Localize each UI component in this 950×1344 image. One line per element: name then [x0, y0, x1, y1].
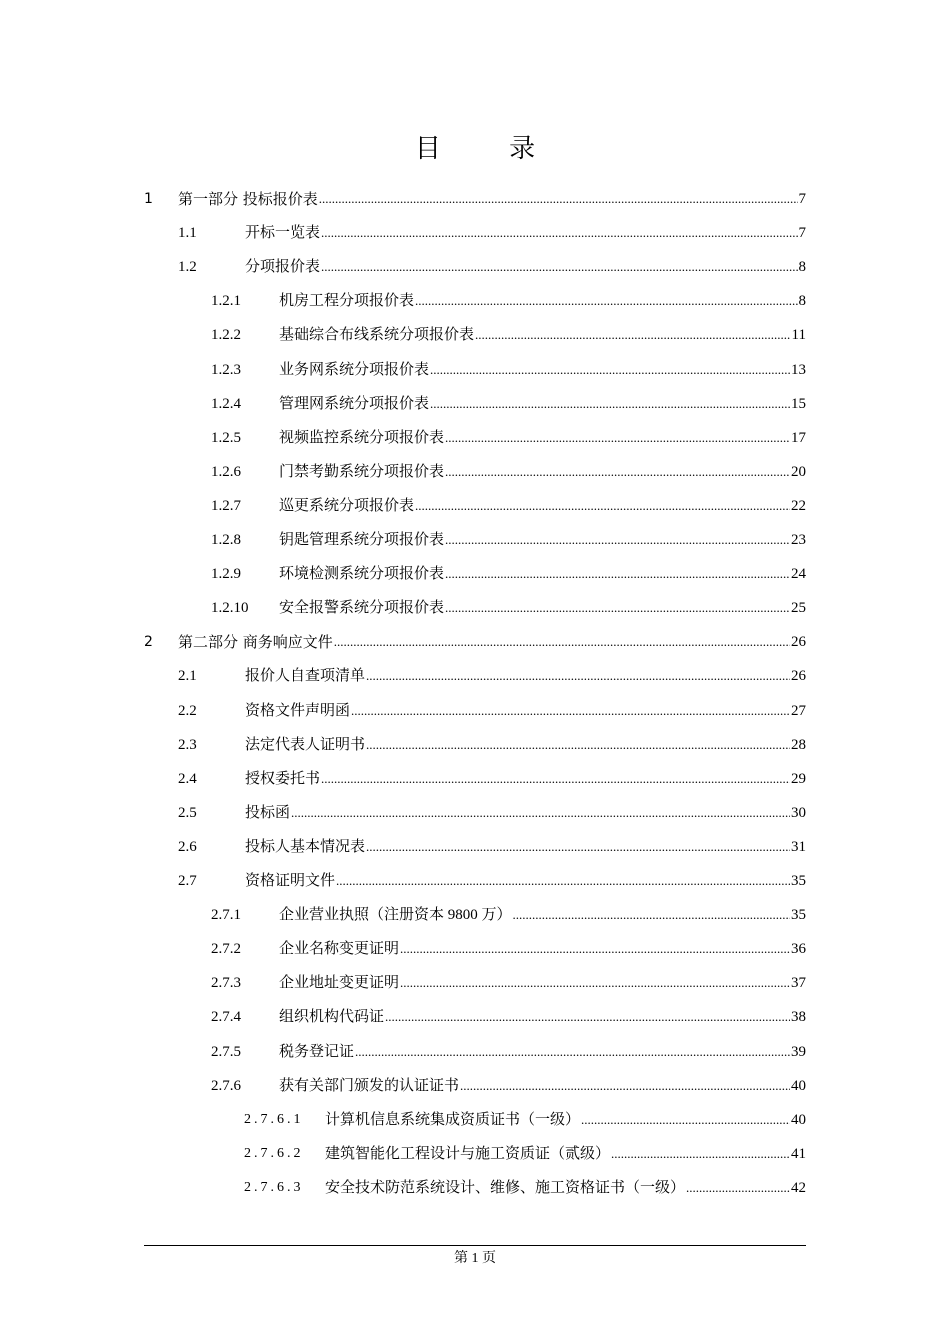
toc-dot-leader: [445, 421, 790, 455]
toc-entry[interactable]: [211, 966, 806, 1000]
toc-entry-title: 第一部分 投标报价表: [178, 190, 318, 208]
toc-entry-page: 13: [791, 361, 806, 378]
toc-entry-title: 巡更系统分项报价表: [279, 497, 415, 514]
toc-entry-number: 2.7.6: [211, 1077, 241, 1094]
toc-entry-page: 7: [798, 191, 806, 207]
page-footer: 第 1 页: [454, 1251, 496, 1266]
toc-entry[interactable]: [211, 557, 806, 591]
toc-entry-page: 27: [791, 702, 806, 719]
toc-dot-leader: [415, 489, 790, 523]
toc-dot-leader: [430, 353, 790, 387]
toc-entry-number: 2.1: [178, 668, 197, 685]
toc-entry-page: 29: [791, 770, 806, 787]
toc-entry-number: 2.2: [178, 702, 197, 719]
toc-entry-number: 1.2.10: [211, 600, 249, 617]
toc-entry-number: 2.7.5: [211, 1043, 241, 1060]
toc-entry-number: 1.2.3: [211, 361, 241, 378]
toc-entry-page: 37: [791, 975, 806, 992]
toc-dot-leader: [366, 728, 790, 762]
toc-entry-title: 建筑智能化工程设计与施工资质证（贰级）: [325, 1145, 611, 1162]
toc-entry-title: 钥匙管理系统分项报价表: [279, 532, 445, 548]
toc-entry-title: 资格证明文件: [245, 873, 336, 889]
toc-entry-title: 第二部分 商务响应文件: [178, 633, 333, 652]
toc-entry-page: 25: [791, 600, 806, 617]
toc-entry-title: 机房工程分项报价表: [279, 293, 415, 310]
toc-entry-title: 开标一览表: [245, 225, 321, 242]
toc-entry-title: 组织机构代码证: [279, 1009, 385, 1026]
toc-dot-leader: [445, 591, 790, 625]
toc-entry[interactable]: [211, 1069, 806, 1103]
toc-entry-number: 2.7.3: [211, 975, 241, 992]
toc-entry-page: 42: [791, 1179, 806, 1196]
toc-entry[interactable]: [211, 353, 806, 387]
toc-entry[interactable]: [178, 728, 806, 762]
toc-dot-leader: [351, 694, 790, 728]
toc-entry-number: 2.4: [178, 770, 197, 787]
toc-entry-title: 投标函: [245, 804, 291, 821]
toc-entry-page: 38: [791, 1009, 806, 1026]
toc-entry-number: 2.3: [178, 736, 197, 753]
toc-entry-page: 11: [791, 327, 806, 344]
toc-entry[interactable]: [211, 591, 806, 625]
toc-entry[interactable]: [178, 796, 806, 830]
toc-entry[interactable]: [178, 250, 806, 284]
toc-entry-number: 1.2.7: [211, 497, 241, 514]
toc-dot-leader: [475, 318, 791, 352]
toc-entry-page: 41: [791, 1145, 806, 1162]
toc-entry[interactable]: [211, 284, 806, 318]
toc-entry[interactable]: [144, 625, 806, 659]
toc-entry-number: 2.7.4: [211, 1009, 241, 1026]
toc-entry-number: 1.2.1: [211, 293, 241, 310]
toc-entry[interactable]: [211, 932, 806, 966]
toc-dot-leader: [321, 250, 797, 284]
toc-entry-number: 1.2.5: [211, 429, 241, 446]
toc-dot-leader: [400, 932, 790, 966]
toc-entry-page: 17: [791, 429, 806, 446]
toc-entry-page: 7: [798, 225, 806, 242]
toc-entry-title: 门禁考勤系统分项报价表: [279, 463, 445, 480]
toc-dot-leader: [366, 659, 790, 693]
toc-entry-title: 分项报价表: [245, 259, 321, 276]
toc-entry-title: 资格文件声明函: [245, 702, 351, 719]
toc-entry[interactable]: [211, 318, 806, 352]
toc-entry-page: 40: [791, 1077, 806, 1094]
toc-entry-page: 8: [798, 259, 806, 276]
toc-entry-title: 企业名称变更证明: [279, 941, 400, 958]
toc-dot-leader: [415, 284, 797, 318]
toc-entry[interactable]: [178, 762, 806, 796]
toc-entry-title: 管理网系统分项报价表: [279, 395, 430, 412]
toc-entry-title: 税务登记证: [279, 1043, 355, 1060]
toc-entry-title: 环境检测系统分项报价表: [279, 566, 445, 583]
toc-entry[interactable]: [211, 421, 806, 455]
toc-dot-leader: [686, 1171, 790, 1205]
toc-entry-number: 1.1: [178, 225, 197, 242]
toc-dot-leader: [445, 455, 790, 489]
toc-entry[interactable]: [178, 830, 806, 864]
toc-entry-page: 20: [791, 463, 806, 480]
toc-entry[interactable]: [144, 182, 806, 216]
toc-dot-leader: [334, 625, 790, 659]
toc-entry-page: 22: [791, 497, 806, 514]
toc-dot-leader: [445, 557, 790, 591]
toc-entry-page: 15: [791, 395, 806, 412]
toc-entry[interactable]: [244, 1103, 806, 1137]
toc-entry-page: 30: [791, 804, 806, 821]
toc-entry-number: 1: [144, 191, 153, 207]
toc-entry-number: 2.7.6.1: [244, 1111, 304, 1127]
toc-entry[interactable]: [178, 216, 806, 250]
toc-entry[interactable]: [211, 489, 806, 523]
toc-entry-number: 1.2.6: [211, 463, 241, 480]
toc-entry-number: 2.6: [178, 838, 197, 855]
toc-dot-leader: [445, 523, 790, 557]
toc-entry-number: 2.7.6.2: [244, 1145, 304, 1161]
toc-entry-number: 2.7.6.3: [244, 1179, 304, 1195]
toc-entry-title: 安全报警系统分项报价表: [279, 600, 445, 617]
toc-entry[interactable]: [211, 1035, 806, 1069]
toc-dot-leader: [611, 1137, 790, 1171]
toc-entry-page: 26: [791, 634, 806, 651]
toc-entry-page: 31: [791, 838, 806, 855]
toc-entry-page: 40: [791, 1111, 806, 1128]
toc-dot-leader: [400, 966, 790, 1000]
toc-entry[interactable]: [178, 659, 806, 693]
toc-entry-page: 26: [791, 668, 806, 685]
toc-entry-title: 安全技术防范系统设计、维修、施工资格证书（一级）: [325, 1179, 686, 1196]
toc-entry-title: 报价人自查项清单: [245, 668, 366, 685]
toc-entry-number: 2: [144, 634, 153, 651]
toc-entry-page: 35: [791, 873, 806, 889]
toc-dot-leader: [291, 796, 790, 830]
toc-entry-page: 28: [791, 736, 806, 753]
toc-entry-page: 39: [791, 1043, 806, 1060]
toc-dot-leader: [366, 830, 790, 864]
toc-dot-leader: [321, 762, 790, 796]
toc-entry[interactable]: [211, 1000, 806, 1034]
toc-entry-number: 2.7.2: [211, 941, 241, 958]
toc-dot-leader: [581, 1103, 790, 1137]
toc-entry-title: 法定代表人证明书: [245, 736, 366, 753]
toc-entry-title: 授权委托书: [245, 770, 321, 787]
toc-entry-title: 业务网系统分项报价表: [279, 361, 430, 378]
toc-entry[interactable]: [211, 523, 806, 557]
toc-entry-title: 获有关部门颁发的认证证书: [279, 1077, 460, 1094]
toc-entry-number: 1.2.2: [211, 327, 241, 344]
toc-entry[interactable]: [244, 1171, 806, 1205]
toc-entry[interactable]: [211, 455, 806, 489]
footer-divider: [144, 1245, 806, 1246]
toc-entry-title: 计算机信息系统集成资质证书（一级）: [325, 1111, 581, 1128]
toc-entry-page: 35: [791, 907, 806, 924]
toc-entry-number: 2.7: [178, 873, 197, 889]
toc-entry-page: 24: [791, 566, 806, 583]
toc-entry-page: 8: [798, 293, 806, 310]
toc-entry[interactable]: [244, 1137, 806, 1171]
toc-entry-number: 2.7.1: [211, 907, 241, 924]
toc-entry-number: 1.2.9: [211, 566, 241, 583]
toc-entry-title: 视频监控系统分项报价表: [279, 429, 445, 446]
toc-entry[interactable]: [178, 864, 806, 898]
page-title: 目 录: [414, 134, 566, 164]
toc-entry-title: 投标人基本情况表: [245, 838, 366, 855]
toc-dot-leader: [430, 387, 790, 421]
toc-dot-leader: [321, 216, 797, 250]
toc-dot-leader: [513, 898, 790, 932]
toc-dot-leader: [385, 1000, 790, 1034]
toc-entry-number: 1.2.8: [211, 532, 241, 548]
toc-entry-number: 2.5: [178, 804, 197, 821]
toc-entry-number: 1.2: [178, 259, 197, 276]
toc-entry-title: 基础综合布线系统分项报价表: [279, 327, 475, 344]
toc-entry[interactable]: [178, 694, 806, 728]
toc-entry[interactable]: [211, 898, 806, 932]
toc-entry-number: 1.2.4: [211, 395, 241, 412]
toc-dot-leader: [336, 864, 790, 898]
toc-entry-page: 36: [791, 941, 806, 958]
toc-entry-title: 企业营业执照（注册资本 9800 万）: [279, 907, 512, 924]
toc-entry-title: 企业地址变更证明: [279, 975, 400, 992]
toc-dot-leader: [355, 1035, 790, 1069]
toc-entry[interactable]: [211, 387, 806, 421]
toc-dot-leader: [319, 182, 798, 216]
toc-entry-page: 23: [791, 532, 806, 548]
toc-dot-leader: [460, 1069, 790, 1103]
